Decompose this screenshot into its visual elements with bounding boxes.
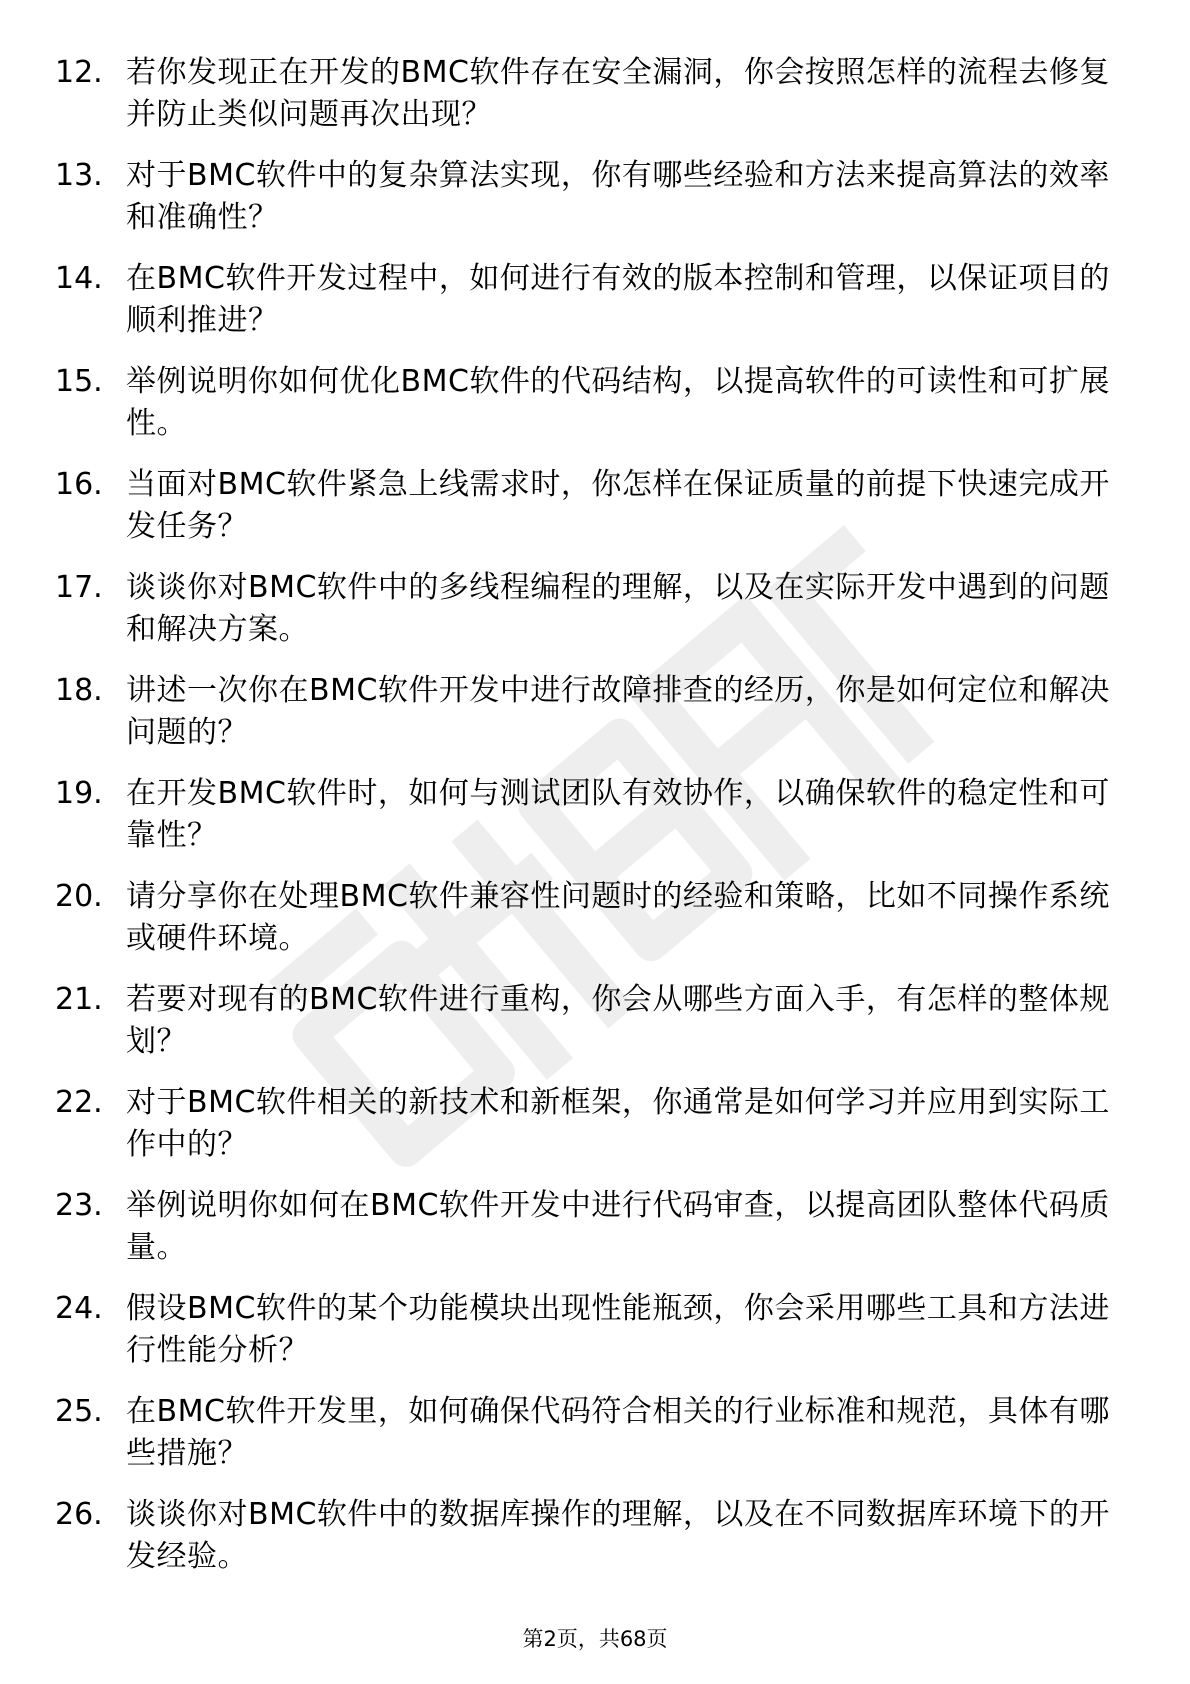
question-text: 在BMC软件开发里，如何确保代码符合相关的行业标准和规范，具体有哪些措施？ bbox=[126, 1394, 1110, 1471]
question-number: 20. bbox=[55, 879, 103, 914]
page-footer bbox=[0, 1625, 1190, 1653]
question-number: 12. bbox=[55, 55, 103, 90]
question-number: 18. bbox=[55, 673, 103, 708]
list-item bbox=[55, 1494, 1130, 1597]
question-text: 若你发现正在开发的BMC软件存在安全漏洞，你会按照怎样的流程去修复并防止类似问题再次出现？ bbox=[126, 55, 1110, 132]
list-item bbox=[55, 1288, 1130, 1391]
question-number: 13. bbox=[55, 158, 103, 193]
question-text: 谈谈你对BMC软件中的数据库操作的理解，以及在不同数据库环境下的开发经验。 bbox=[126, 1497, 1110, 1574]
list-item bbox=[55, 1185, 1130, 1288]
question-text: 假设BMC软件的某个功能模块出现性能瓶颈，你会采用哪些工具和方法进行性能分析？ bbox=[126, 1291, 1110, 1368]
list-item bbox=[55, 979, 1130, 1082]
list-item bbox=[55, 876, 1130, 979]
question-text: 若要对现有的BMC软件进行重构，你会从哪些方面入手，有怎样的整体规划？ bbox=[126, 982, 1110, 1059]
question-text: 对于BMC软件中的复杂算法实现，你有哪些经验和方法来提高算法的效率和准确性？ bbox=[126, 158, 1110, 235]
list-item bbox=[55, 567, 1130, 670]
question-number: 21. bbox=[55, 982, 103, 1017]
list-item bbox=[55, 52, 1130, 155]
question-number: 22. bbox=[55, 1085, 103, 1120]
question-text: 在开发BMC软件时，如何与测试团队有效协作，以确保软件的稳定性和可靠性？ bbox=[126, 776, 1110, 853]
list-item bbox=[55, 773, 1130, 876]
question-text: 在BMC软件开发过程中，如何进行有效的版本控制和管理，以保证项目的顺利推进？ bbox=[126, 261, 1110, 338]
page-number-label: 第2页，共68页 bbox=[522, 1627, 668, 1651]
question-text: 讲述一次你在BMC软件开发中进行故障排查的经历，你是如何定位和解决问题的？ bbox=[126, 673, 1110, 750]
question-number: 19. bbox=[55, 776, 103, 811]
list-item bbox=[55, 670, 1130, 773]
question-text: 当面对BMC软件紧急上线需求时，你怎样在保证质量的前提下快速完成开发任务？ bbox=[126, 467, 1110, 544]
list-item bbox=[55, 361, 1130, 464]
list-item bbox=[55, 258, 1130, 361]
question-list bbox=[55, 52, 1130, 1597]
question-number: 15. bbox=[55, 364, 103, 399]
question-number: 26. bbox=[55, 1497, 103, 1532]
question-number: 24. bbox=[55, 1291, 103, 1326]
question-text: 对于BMC软件相关的新技术和新框架，你通常是如何学习并应用到实际工作中的？ bbox=[126, 1085, 1110, 1162]
question-number: 17. bbox=[55, 570, 103, 605]
question-number: 16. bbox=[55, 467, 103, 502]
list-item bbox=[55, 1391, 1130, 1494]
list-item bbox=[55, 1082, 1130, 1185]
question-text: 谈谈你对BMC软件中的多线程编程的理解，以及在实际开发中遇到的问题和解决方案。 bbox=[126, 570, 1110, 647]
question-number: 23. bbox=[55, 1188, 103, 1223]
question-text: 举例说明你如何优化BMC软件的代码结构，以提高软件的可读性和可扩展性。 bbox=[126, 364, 1110, 441]
question-number: 14. bbox=[55, 261, 103, 296]
question-text: 举例说明你如何在BMC软件开发中进行代码审查，以提高团队整体代码质量。 bbox=[126, 1188, 1110, 1265]
list-item bbox=[55, 155, 1130, 258]
list-item bbox=[55, 464, 1130, 567]
question-number: 25. bbox=[55, 1394, 103, 1429]
question-text: 请分享你在处理BMC软件兼容性问题时的经验和策略，比如不同操作系统或硬件环境。 bbox=[126, 879, 1110, 956]
